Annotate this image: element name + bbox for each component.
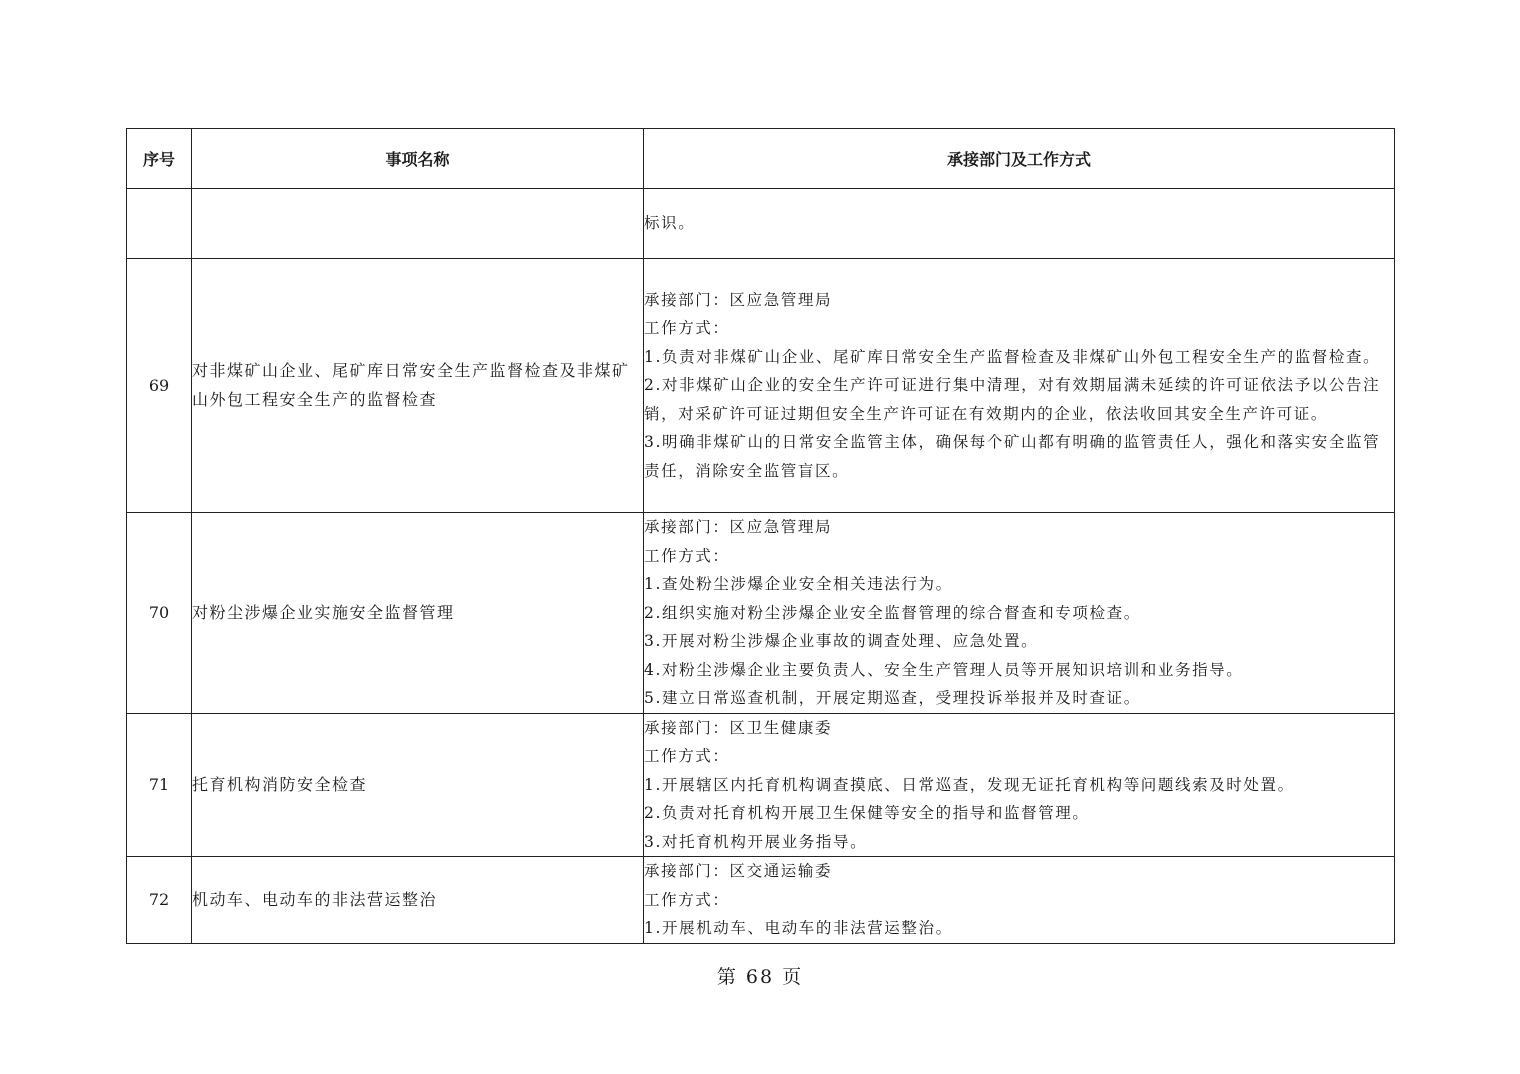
detail-line: 标识。 bbox=[644, 214, 696, 233]
detail-line: 1.查处粉尘涉爆企业安全相关违法行为。 bbox=[644, 575, 953, 593]
row-detail bbox=[644, 189, 1395, 259]
detail-line: 工作方式： bbox=[644, 546, 730, 565]
detail-line: 2.负责对托育机构开展卫生保健等安全的指导和监督管理。 bbox=[644, 804, 1090, 822]
detail-line: 3.开展对粉尘涉爆企业事故的调查处理、应急处置。 bbox=[644, 632, 1039, 650]
detail-line: 承接部门：区应急管理局 bbox=[644, 518, 833, 536]
table-row bbox=[127, 513, 1395, 714]
page-number: 第 68 页 bbox=[716, 966, 804, 988]
row-detail bbox=[644, 259, 1395, 513]
row-matter-name: 托育机构消防安全检查 bbox=[192, 713, 644, 857]
header-seq: 序号 bbox=[127, 129, 192, 189]
row-detail bbox=[644, 857, 1395, 944]
table-row bbox=[127, 259, 1395, 513]
detail-line: 工作方式： bbox=[644, 319, 730, 338]
detail-line: 2.组织实施对粉尘涉爆企业安全监督管理的综合督查和专项检查。 bbox=[644, 603, 1141, 622]
header-department-method: 承接部门及工作方式 bbox=[644, 129, 1395, 189]
detail-line: 承接部门：区交通运输委 bbox=[644, 862, 833, 880]
detail-line: 2.对非煤矿山企业的安全生产许可证进行集中清理，对有效期届满未延续的许可证依法予以公告注销，对采矿许可证过期但安全生产许可证在有效期内的企业，依法收回其安全生产许可证。 bbox=[644, 376, 1381, 423]
detail-line: 3.明确非煤矿山的日常安全监管主体，确保每个矿山都有明确的监管责任人，强化和落实安全监管责任，消除安全监管盲区。 bbox=[644, 433, 1381, 480]
table-row bbox=[127, 857, 1395, 944]
detail-line: 1.开展辖区内托育机构调查摸底、日常巡查，发现无证托育机构等问题线索及时处置。 bbox=[644, 775, 1295, 794]
table-row bbox=[127, 189, 1395, 259]
row-matter-name: 机动车、电动车的非法营运整治 bbox=[192, 857, 644, 944]
header-matter-name: 事项名称 bbox=[192, 129, 644, 189]
row-seq: 71 bbox=[127, 713, 192, 857]
row-matter-name: 对粉尘涉爆企业实施安全监督管理 bbox=[192, 513, 644, 714]
table-header-row bbox=[127, 129, 1395, 189]
row-detail bbox=[644, 513, 1395, 714]
detail-line: 承接部门：区应急管理局 bbox=[644, 290, 833, 309]
table-row bbox=[127, 713, 1395, 857]
detail-line: 3.对托育机构开展业务指导。 bbox=[644, 832, 868, 851]
detail-line: 工作方式： bbox=[644, 890, 730, 909]
row-detail bbox=[644, 713, 1395, 857]
row-seq: 72 bbox=[127, 857, 192, 944]
detail-line: 承接部门：区卫生健康委 bbox=[644, 718, 833, 737]
row-seq bbox=[127, 189, 192, 259]
detail-line: 1.开展机动车、电动车的非法营运整治。 bbox=[644, 919, 953, 937]
detail-line: 1.负责对非煤矿山企业、尾矿库日常安全生产监督检查及非煤矿山外包工程安全生产的监督检查。 bbox=[644, 347, 1381, 366]
matters-table bbox=[126, 128, 1395, 944]
row-seq: 69 bbox=[127, 259, 192, 513]
row-matter-name: 对非煤矿山企业、尾矿库日常安全生产监督检查及非煤矿山外包工程安全生产的监督检查 bbox=[192, 259, 644, 513]
row-matter-name bbox=[192, 189, 644, 259]
detail-line: 工作方式： bbox=[644, 747, 730, 765]
detail-line: 4.对粉尘涉爆企业主要负责人、安全生产管理人员等开展知识培训和业务指导。 bbox=[644, 660, 1244, 679]
row-seq: 70 bbox=[127, 513, 192, 714]
detail-line: 5.建立日常巡查机制，开展定期巡查，受理投诉举报并及时查证。 bbox=[644, 689, 1141, 707]
